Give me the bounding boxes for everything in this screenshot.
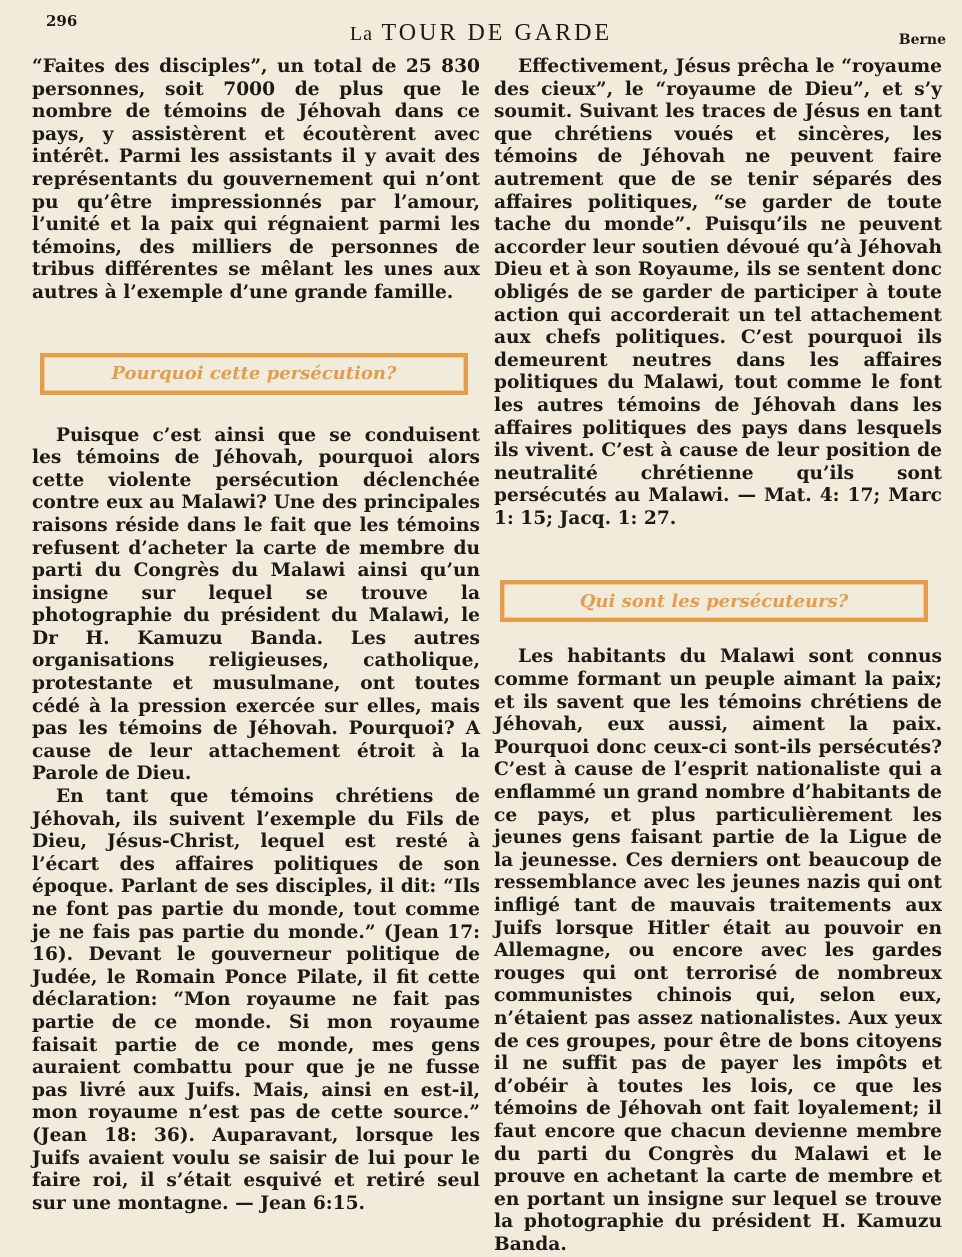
subheading-box: [500, 580, 928, 622]
left-paragraph-3: En tant que témoins chrétiens de Jéhovah, ils suivent l’exemple du Fils de Dieu, Jésus-Christ, lequel est resté à l’écart des affaires politiques de son époque. Parlant de ses disciples, il dit: “Ils ne font pas partie du monde, tout comme je ne fais pas partie du monde.” (Jean 17: 16). Devant le gouverneur politique de Judée, le Romain Ponce Pilate, il fit cette déclaration: “Mon royaume ne fait pas partie de ce monde. Si mon royaume faisait partie de ce monde, mes gens auraient combattu pour que je ne fusse pas livré aux Juifs. Mais, ainsi en est-il, mon royaume n’est pas de cette source.” (Jean 18: 36). Auparavant, lorsque les Juifs avaient voulu se saisir de lui pour le faire roi, il s’était esquivé et retiré seul sur une montagne. — Jean 6:15.: [32, 786, 480, 1214]
left-paragraph-2: Puisque c’est ainsi que se conduisent les témoins de Jéhovah, pourquoi alors cette violente persécution déclenchée contre eux au Malawi? Une des principales raisons réside dans le fait que les témoins refusent d’acheter la carte de membre du parti du Congrès du Malawi ainsi qu’un insigne sur lequel se trouve la photographie du président du Malawi, le Dr H. Kamuzu Banda. Les autres organisations religieuses, catholique, protestante et musulmane, ont toutes cédé à la pression exercée sur elles, mais pas les témoins de Jéhovah. Pourquoi? A cause de leur attachement étroit à la Parole de Dieu.: [32, 424, 480, 785]
subheading-who-persecutors: Qui sont les persécuteurs?: [579, 590, 849, 612]
left-paragraph-1: “Faites des disciples”, un total de 25 830 personnes, soit 7000 de plus que le nombre de témoins de Jéhovah dans ce pays, y assistèrent et écoutèrent avec intérêt. Parmi les assistants il y avait des représentants du gouvernement qui n’ont pu qu’être impressionnés par l’amour, l’unité et la paix qui régnaient parmi les témoins, des milliers de personnes de tribus différentes se mêlant les unes aux autres à l’exemple d’une grande famille.: [32, 56, 480, 303]
edition-label: Berne: [898, 32, 946, 48]
right-paragraph-2: Les habitants du Malawi sont connus comme formant un peuple aimant la paix; et ils savent que les témoins chrétiens de Jéhovah, eux aussi, aiment la paix. Pourquoi donc ceux-ci sont-ils persécutés? C’est à cause de l’esprit nationaliste qui a enflammé un grand nombre d’habitants de ce pays, et plus particulièrement les jeunes gens faisant partie de la Ligue de la jeunesse. Ces derniers ont beaucoup de ressemblance avec les jeunes nazis qui ont infligé tant de mauvais traitements aux Juifs lorsque Hitler était au pouvoir en Allemagne, ou encore avec les gardes rouges qui ont terrorisé de nombreux communistes chinois qui, selon eux, n’étaient pas assez nationalistes. Aux yeux de ces groupes, pour être de bons citoyens il ne suffit pas de payer les impôts et d’obéir à toutes les lois, ce que les témoins de Jéhovah ont fait loyalement; il faut encore que chacun devienne membre du parti du Congrès du Malawi et le prouve en achetant la carte de membre et en portant un insigne sur lequel se trouve la photographie du président H. Kamuzu Banda.: [494, 646, 942, 1255]
magazine-title-main: TOUR DE GARDE: [381, 20, 613, 46]
magazine-title: [0, 20, 962, 47]
magazine-title-prefix: La: [349, 23, 373, 45]
right-paragraph-1: Effectivement, Jésus prêcha le “royaume des cieux”, le “royaume de Dieu”, et s’y soumit. Suivant les traces de Jésus en tant que chrétiens voués et sincères, les témoins de Jéhovah ne peuvent faire autrement que de se tenir séparés des affaires politiques, “se garder de toute tache du monde”. Puisqu’ils ne peuvent accorder leur soutien dévoué qu’à Jéhovah Dieu et à son Royaume, ils se sentent donc obligés de se garder de participer à toute action qui accorderait un tel attachement aux chefs politiques. C’est pourquoi ils demeurent neutres dans les affaires politiques du Malawi, tout comme le font les autres témoins de Jéhovah dans les affaires politiques des pays dans lesquels ils vivent. C’est à cause de leur position de neutralité chrétienne qu’ils sont persécutés au Malawi. — Mat. 4: 17; Marc 1: 15; Jacq. 1: 27.: [494, 56, 942, 529]
subheading-box: [40, 353, 468, 395]
left-column: [32, 56, 480, 1215]
page-number: 296: [46, 12, 78, 30]
subheading-why-persecution: Pourquoi cette persécution?: [111, 363, 397, 385]
right-column: [494, 56, 942, 1257]
